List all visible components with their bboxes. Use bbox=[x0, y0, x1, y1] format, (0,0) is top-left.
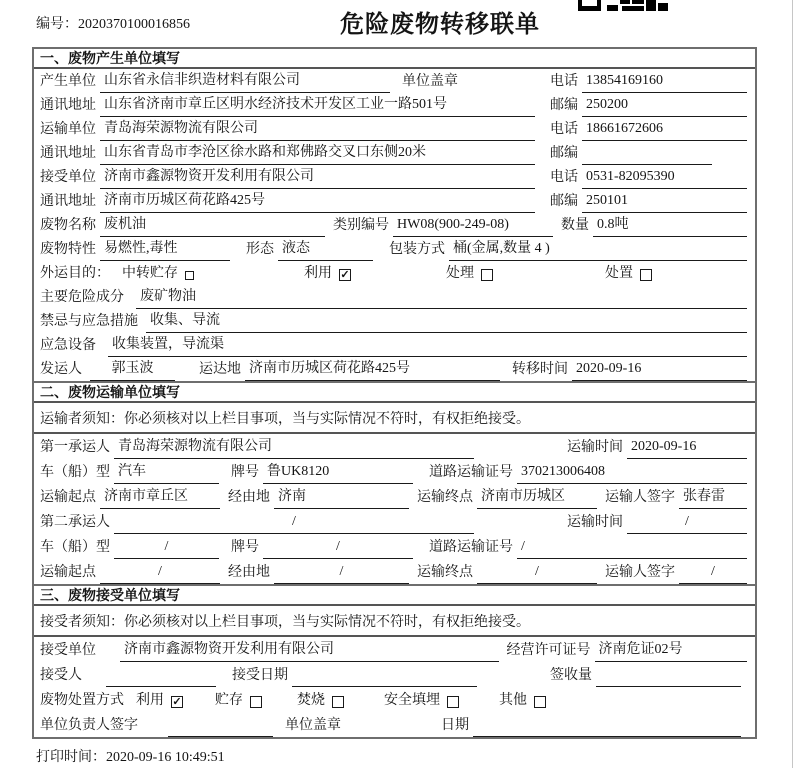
print-time-line bbox=[36, 746, 225, 766]
hazard-component-value: 废矿物油 bbox=[136, 285, 747, 309]
disposal-store-label: 贮存 bbox=[215, 693, 243, 708]
transporter-phone-label: 电话 bbox=[550, 122, 578, 137]
purpose-use-checkbox bbox=[339, 269, 351, 281]
disposal-use-mark: ✓ bbox=[172, 696, 182, 708]
transporter-address-label: 通讯地址 bbox=[40, 146, 96, 161]
unit-seal-label: 单位盖章 bbox=[402, 74, 458, 89]
vehicle2-license-label: 道路运输证号 bbox=[429, 540, 513, 555]
waste-form-label: 形态 bbox=[246, 242, 274, 257]
row-second-carrier bbox=[34, 509, 755, 534]
receiver-seal-label: 单位盖章 bbox=[285, 718, 341, 733]
print-time-value: 2020-09-16 10:49:51 bbox=[106, 750, 225, 765]
waste-traits-label: 废物特性 bbox=[40, 242, 96, 257]
section2-header: 二、废物运输单位填写 bbox=[34, 383, 755, 403]
row-taboo-measures bbox=[34, 309, 755, 333]
vehicle1-license-label: 道路运输证号 bbox=[429, 465, 513, 480]
producer-address-value: 山东省济南市章丘区明水经济技术开发区工业一路501号 bbox=[100, 93, 535, 117]
producer-zip-label: 邮编 bbox=[550, 98, 578, 113]
waste-quantity-value: 0.8吨 bbox=[593, 213, 747, 237]
page-edge-divider bbox=[792, 0, 793, 768]
operating-license-value: 济南危证02号 bbox=[595, 638, 747, 662]
transporter-label: 运输单位 bbox=[40, 122, 96, 137]
disposal-method-label: 废物处置方式 bbox=[40, 693, 124, 708]
purpose-option-treat bbox=[446, 262, 493, 285]
producer-phone-label: 电话 bbox=[550, 74, 578, 89]
row-vehicle-2 bbox=[34, 534, 755, 559]
section1-header: 一、废物产生单位填写 bbox=[34, 49, 755, 69]
disposal-burn-label: 焚烧 bbox=[297, 693, 325, 708]
waste-traits-value: 易燃性,毒性 bbox=[100, 237, 230, 261]
waste-category-value: HW08(900-249-08) bbox=[393, 217, 553, 237]
signed-amount-label: 签收量 bbox=[550, 668, 592, 683]
route2-sign-label: 运输人签字 bbox=[605, 565, 675, 580]
destination-value: 济南市历城区荷花路425号 bbox=[245, 357, 500, 381]
producer-phone-value: 13854169160 bbox=[582, 73, 747, 93]
transporter-notice-text: 运输者须知：你必须核对以上栏目事项，当与实际情况不符时，有权拒绝接受。 bbox=[40, 411, 530, 427]
emergency-equipment-value: 收集装置，导流渠 bbox=[108, 333, 747, 357]
document-header bbox=[0, 0, 796, 47]
row-transfer-purpose bbox=[34, 261, 755, 285]
accept-date-label: 接受日期 bbox=[232, 668, 288, 683]
disposal-landfill-label: 安全填埋 bbox=[384, 693, 440, 708]
purpose-transit-storage-checkbox bbox=[185, 271, 194, 280]
serial-number: 2020370100016856 bbox=[78, 17, 190, 32]
taboo-measures-value: 收集、导流 bbox=[146, 309, 747, 333]
purpose-use-label: 利用 bbox=[304, 266, 332, 281]
second-carrier-value: / bbox=[114, 514, 474, 534]
receiver-value: 济南市鑫源物资开发利用有限公司 bbox=[100, 165, 535, 189]
disposal-option-burn bbox=[297, 689, 344, 712]
receiver-zip-value: 250101 bbox=[582, 193, 747, 213]
responsible-sign-value bbox=[168, 733, 273, 737]
transfer-time-value: 2020-09-16 bbox=[572, 361, 747, 381]
row-accept-unit bbox=[34, 637, 755, 662]
section-transporter bbox=[32, 381, 757, 586]
packing-label: 包装方式 bbox=[389, 242, 445, 257]
disposal-landfill-checkbox bbox=[447, 696, 459, 708]
first-carrier-label: 第一承运人 bbox=[40, 440, 110, 455]
accept-person-label: 接受人 bbox=[40, 668, 82, 683]
sign-date-value bbox=[473, 733, 741, 737]
receiver-phone-value: 0531-82095390 bbox=[582, 169, 747, 189]
vehicle2-type-label: 车（船）型 bbox=[40, 540, 110, 555]
transporter-zip-label: 邮编 bbox=[550, 146, 578, 161]
page-title: 危险废物转移联单 bbox=[340, 11, 540, 38]
first-carrier-time-value: 2020-09-16 bbox=[627, 439, 747, 459]
qr-code-fragment-icon bbox=[578, 0, 670, 11]
purpose-transit-storage-label: 中转贮存 bbox=[122, 266, 178, 281]
manifest-form bbox=[32, 47, 757, 739]
route1-sign-label: 运输人签字 bbox=[605, 490, 675, 505]
transporter-address-value: 山东省青岛市李沧区徐水路和郑佛路交叉口东侧20米 bbox=[100, 141, 535, 165]
receiver-notice-text: 接受者须知：你必须核对以上栏目事项，当与实际情况不符时，有权拒绝接受。 bbox=[40, 614, 530, 630]
second-carrier-time-label: 运输时间 bbox=[567, 515, 623, 530]
route1-origin-label: 运输起点 bbox=[40, 490, 96, 505]
section-receiver bbox=[32, 584, 757, 739]
vehicle1-plate-label: 牌号 bbox=[231, 465, 259, 480]
transfer-purpose-label: 外运目的： bbox=[40, 266, 110, 281]
accept-unit-value: 济南市鑫源物资开发利用有限公司 bbox=[120, 638, 499, 662]
route2-sign-value: / bbox=[679, 564, 747, 584]
waste-name-value: 废机油 bbox=[100, 213, 325, 237]
row-receiver-address bbox=[34, 189, 755, 213]
row-producer bbox=[34, 69, 755, 93]
route2-via-value: / bbox=[274, 564, 409, 584]
transporter-zip-value bbox=[582, 161, 712, 165]
route2-via-label: 经由地 bbox=[228, 565, 270, 580]
route1-origin-value: 济南市章丘区 bbox=[100, 485, 220, 509]
producer-value: 山东省永信非织造材料有限公司 bbox=[100, 69, 390, 93]
vehicle1-plate-value: 鲁UK8120 bbox=[263, 460, 413, 484]
vehicle2-license-value: / bbox=[517, 539, 747, 559]
route1-end-label: 运输终点 bbox=[417, 490, 473, 505]
route2-end-value: / bbox=[477, 564, 597, 584]
shipper-value: 郭玉波 bbox=[90, 357, 175, 381]
first-carrier-time-label: 运输时间 bbox=[567, 440, 623, 455]
row-transporter-address bbox=[34, 141, 755, 165]
disposal-option-landfill bbox=[384, 689, 459, 712]
vehicle2-type-value: / bbox=[114, 539, 219, 559]
route2-origin-value: / bbox=[100, 564, 220, 584]
row-shipper bbox=[34, 357, 755, 381]
vehicle1-license-value: 370213006408 bbox=[517, 464, 747, 484]
row-emergency-equipment bbox=[34, 333, 755, 357]
responsible-sign-label: 单位负责人签字 bbox=[40, 718, 138, 733]
row-first-carrier bbox=[34, 434, 755, 459]
first-carrier-value: 青岛海荣源物流有限公司 bbox=[114, 435, 474, 459]
route2-origin-label: 运输起点 bbox=[40, 565, 96, 580]
receiver-zip-label: 邮编 bbox=[550, 194, 578, 209]
receiver-notice bbox=[34, 606, 755, 637]
transporter-value: 青岛海荣源物流有限公司 bbox=[100, 117, 535, 141]
second-carrier-time-value: / bbox=[627, 514, 747, 534]
purpose-option-use bbox=[304, 262, 351, 285]
row-hazard-component bbox=[34, 285, 755, 309]
taboo-measures-label: 禁忌与应急措施 bbox=[40, 314, 138, 329]
producer-address-label: 通讯地址 bbox=[40, 98, 96, 113]
purpose-dispose-checkbox bbox=[640, 269, 652, 281]
shipper-label: 发运人 bbox=[40, 362, 82, 377]
row-route-1 bbox=[34, 484, 755, 509]
purpose-use-mark: ✓ bbox=[340, 269, 350, 281]
waste-category-label: 类别编号 bbox=[333, 218, 389, 233]
packing-value: 桶(金属,数量 4 ) bbox=[449, 237, 747, 261]
serial-label: 编号： bbox=[36, 17, 78, 32]
print-time-label: 打印时间： bbox=[36, 750, 106, 765]
row-waste-traits bbox=[34, 237, 755, 261]
row-vehicle-1 bbox=[34, 459, 755, 484]
receiver-phone-label: 电话 bbox=[550, 170, 578, 185]
transporter-phone-value: 18661672606 bbox=[582, 121, 747, 141]
row-responsible-sign bbox=[34, 712, 755, 737]
producer-zip-value: 250200 bbox=[582, 97, 747, 117]
receiver-address-label: 通讯地址 bbox=[40, 194, 96, 209]
accept-date-value bbox=[292, 683, 477, 687]
route1-via-label: 经由地 bbox=[228, 490, 270, 505]
waste-quantity-label: 数量 bbox=[561, 218, 589, 233]
disposal-option-use bbox=[136, 689, 183, 712]
transporter-notice bbox=[34, 403, 755, 434]
disposal-option-other bbox=[499, 689, 546, 712]
row-accept-person bbox=[34, 662, 755, 687]
route1-via-value: 济南 bbox=[274, 485, 409, 509]
vehicle2-plate-label: 牌号 bbox=[231, 540, 259, 555]
waste-form-value: 液态 bbox=[278, 237, 373, 261]
receiver-label: 接受单位 bbox=[40, 170, 96, 185]
vehicle2-plate-value: / bbox=[263, 539, 413, 559]
row-disposal-method bbox=[34, 687, 755, 712]
transfer-time-label: 转移时间 bbox=[512, 362, 568, 377]
vehicle1-type-value: 汽车 bbox=[114, 460, 219, 484]
receiver-address-value: 济南市历城区荷花路425号 bbox=[100, 189, 535, 213]
row-route-2 bbox=[34, 559, 755, 584]
route1-end-value: 济南市历城区 bbox=[477, 485, 597, 509]
waste-name-label: 废物名称 bbox=[40, 218, 96, 233]
emergency-equipment-label: 应急设备 bbox=[40, 338, 96, 353]
row-receiver bbox=[34, 165, 755, 189]
purpose-treat-label: 处理 bbox=[446, 266, 474, 281]
section-producer bbox=[32, 47, 757, 383]
destination-label: 运达地 bbox=[199, 362, 241, 377]
disposal-use-label: 利用 bbox=[136, 693, 164, 708]
purpose-option-transit-storage bbox=[122, 262, 194, 285]
accept-unit-label: 接受单位 bbox=[40, 643, 96, 658]
row-transporter bbox=[34, 117, 755, 141]
disposal-use-checkbox bbox=[171, 696, 183, 708]
disposal-store-checkbox bbox=[250, 696, 262, 708]
hazard-component-label: 主要危险成分 bbox=[40, 290, 124, 305]
vehicle1-type-label: 车（船）型 bbox=[40, 465, 110, 480]
route1-sign-value: 张春雷 bbox=[679, 485, 747, 509]
signed-amount-value bbox=[596, 683, 741, 687]
purpose-treat-checkbox bbox=[481, 269, 493, 281]
row-producer-address bbox=[34, 93, 755, 117]
accept-person-value bbox=[106, 683, 216, 687]
disposal-other-label: 其他 bbox=[499, 693, 527, 708]
operating-license-label: 经营许可证号 bbox=[506, 643, 591, 658]
disposal-burn-checkbox bbox=[332, 696, 344, 708]
disposal-option-store bbox=[215, 689, 262, 712]
purpose-dispose-label: 处置 bbox=[605, 266, 633, 281]
sign-date-label: 日期 bbox=[441, 718, 469, 733]
route2-end-label: 运输终点 bbox=[417, 565, 473, 580]
producer-label: 产生单位 bbox=[40, 74, 96, 89]
purpose-option-dispose bbox=[605, 262, 652, 285]
section3-header: 三、废物接受单位填写 bbox=[34, 586, 755, 606]
row-waste-name bbox=[34, 213, 755, 237]
disposal-other-checkbox bbox=[534, 696, 546, 708]
second-carrier-label: 第二承运人 bbox=[40, 515, 110, 530]
